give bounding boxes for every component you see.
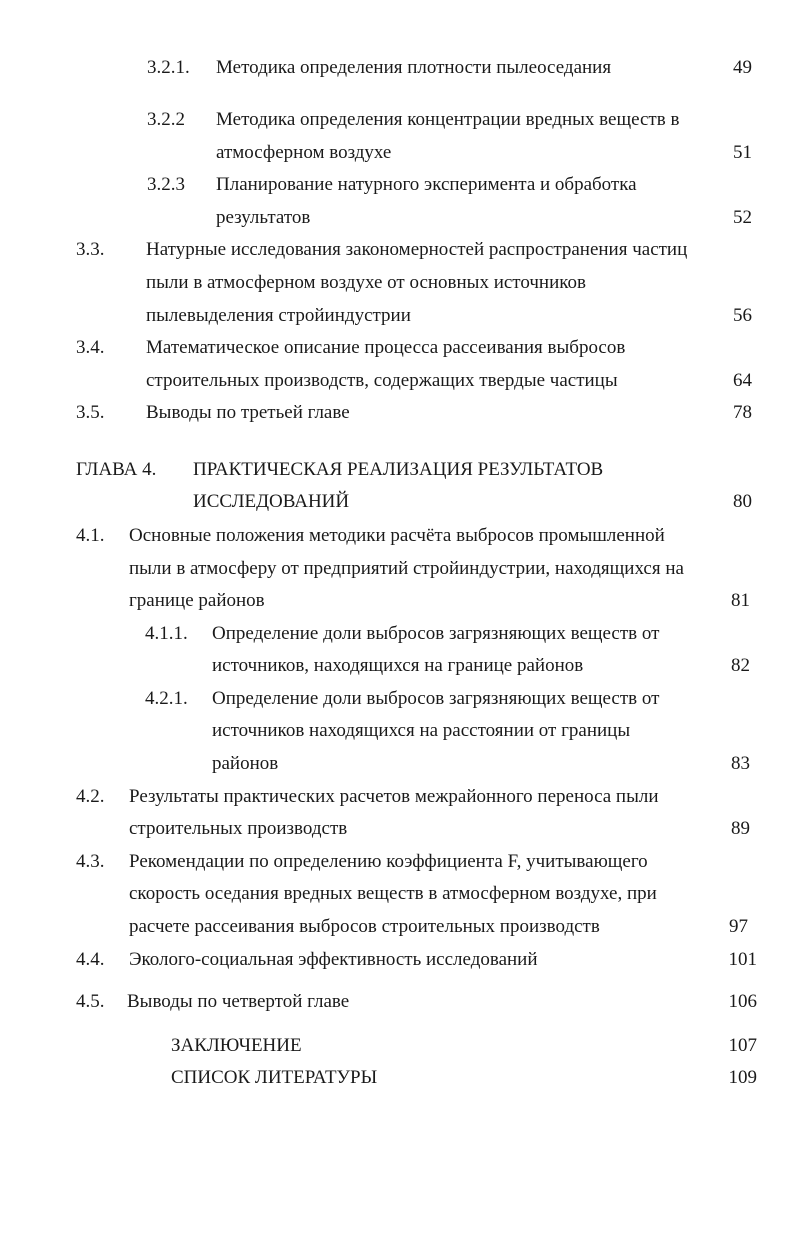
entry-title: районов xyxy=(212,753,279,774)
page-number: 81 xyxy=(731,590,750,611)
entry-title: источников находящихся на расстоянии от границы xyxy=(212,720,631,741)
page-number: 83 xyxy=(731,753,750,774)
entry-title: Результаты практических расчетов межрайонного переноса пыли xyxy=(129,786,659,807)
entry-number: 3.3. xyxy=(76,239,105,260)
entry-number: 4.1. xyxy=(76,525,105,546)
entry-number: 3.5. xyxy=(76,402,105,423)
entry-number: 4.4. xyxy=(76,949,105,970)
entry-number: 4.3. xyxy=(76,851,105,872)
entry-number: 3.2.2 xyxy=(147,109,185,130)
page-number: 107 xyxy=(728,1035,757,1056)
entry-title: Натурные исследования закономерностей распространения частиц xyxy=(146,239,688,260)
entry-title: Математическое описание процесса рассеивания выбросов xyxy=(146,337,626,358)
chapter-title: ПРАКТИЧЕСКАЯ РЕАЛИЗАЦИЯ РЕЗУЛЬТАТОВ xyxy=(193,459,604,480)
page-number: 97 xyxy=(729,916,748,937)
entry-title: Основные положения методики расчёта выбросов промышленной xyxy=(129,525,665,546)
entry-number: 4.2.1. xyxy=(145,688,188,709)
page-number: 49 xyxy=(733,57,752,78)
entry-title: Определение доли выбросов загрязняющих веществ от xyxy=(212,623,660,644)
page-number: 51 xyxy=(733,142,752,163)
entry-title: Методика определения концентрации вредных веществ в xyxy=(216,109,680,130)
page-number: 106 xyxy=(728,991,757,1012)
entry-title: Методика определения плотности пылеоседания xyxy=(216,57,612,78)
entry-title: СПИСОК ЛИТЕРАТУРЫ xyxy=(171,1067,378,1088)
entry-number: 4.1.1. xyxy=(145,623,188,644)
page-number: 78 xyxy=(733,402,752,423)
chapter-number: ГЛАВА 4. xyxy=(76,459,157,480)
entry-title: Планирование натурного эксперимента и обработка xyxy=(216,174,637,195)
page-number: 82 xyxy=(731,655,750,676)
entry-number: 4.5. xyxy=(76,991,105,1012)
entry-title: пыли в атмосферу от предприятий стройиндустрии, находящихся на xyxy=(129,558,684,579)
entry-title: строительных производств xyxy=(129,818,348,839)
page-number: 109 xyxy=(728,1067,757,1088)
chapter-title: ИССЛЕДОВАНИЙ xyxy=(193,491,350,512)
entry-title: Определение доли выбросов загрязняющих веществ от xyxy=(212,688,660,709)
entry-title: границе районов xyxy=(129,590,265,611)
entry-title: результатов xyxy=(216,207,311,228)
page-number: 101 xyxy=(728,949,757,970)
entry-title: Рекомендации по определению коэффициента F, учитывающего xyxy=(129,851,648,872)
page-number: 80 xyxy=(733,491,752,512)
entry-number: 3.2.3 xyxy=(147,174,185,195)
entry-title: Эколого-социальная эффективность исследований xyxy=(129,949,538,970)
entry-title: источников, находящихся на границе районов xyxy=(212,655,584,676)
page-number: 64 xyxy=(733,370,752,391)
page-number: 89 xyxy=(731,818,750,839)
entry-title: строительных производств, содержащих твердые частицы xyxy=(146,370,618,391)
entry-title: пыли в атмосферном воздухе от основных источников xyxy=(146,272,586,293)
entry-title: расчете рассеивания выбросов строительных производств xyxy=(129,916,600,937)
entry-title: атмосферном воздухе xyxy=(216,142,392,163)
entry-number: 3.2.1. xyxy=(147,57,190,78)
entry-number: 4.2. xyxy=(76,786,105,807)
entry-title: ЗАКЛЮЧЕНИЕ xyxy=(171,1035,302,1056)
entry-title: Выводы по третьей главе xyxy=(146,402,350,423)
page-number: 52 xyxy=(733,207,752,228)
entry-title: пылевыделения стройиндустрии xyxy=(146,305,411,326)
page-number: 56 xyxy=(733,305,752,326)
entry-number: 3.4. xyxy=(76,337,105,358)
entry-title: скорость оседания вредных веществ в атмосферном воздухе, при xyxy=(129,883,657,904)
entry-title: Выводы по четвертой главе xyxy=(127,991,350,1012)
